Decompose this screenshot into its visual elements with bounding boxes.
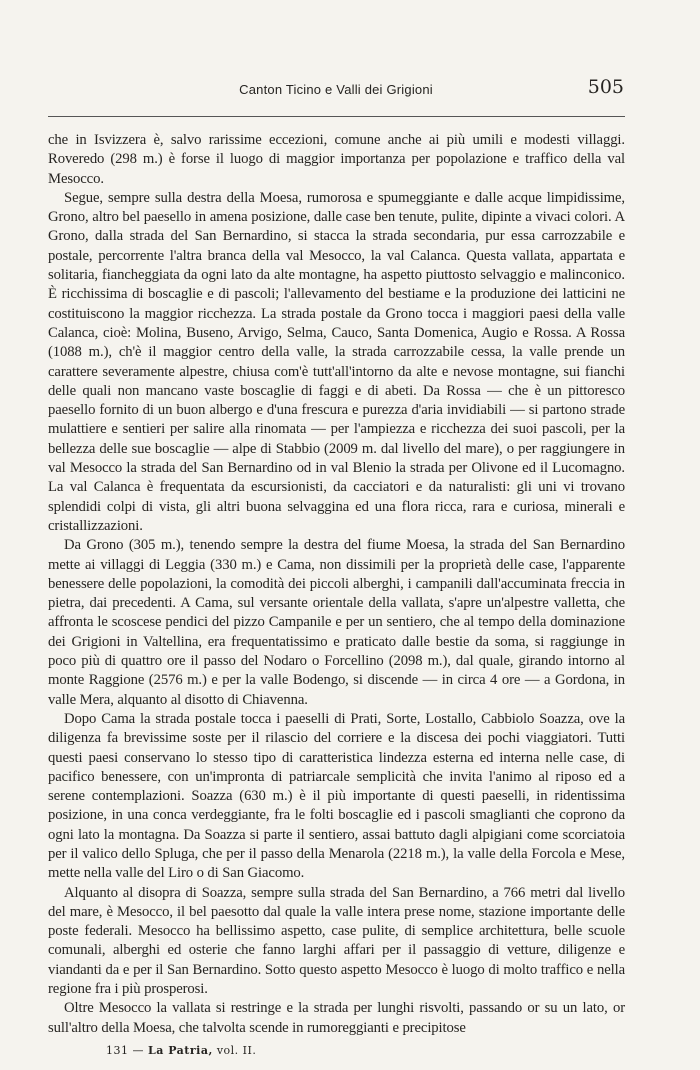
header-rule (48, 116, 625, 117)
running-title: Canton Ticino e Valli dei Grigioni (239, 82, 433, 97)
page-number: 505 (587, 76, 624, 98)
paragraph: Oltre Mesocco la vallata si restringe e la strada per lunghi risvolti, passando or su un lato, or sull'altro della Moesa, che talvolta scende in rumoreggianti e precipitose (48, 1000, 625, 1036)
paragraph: Da Grono (305 m.), tenendo sempre la destra del fiume Moesa, la strada del San Bernardino mette ai villaggi di Leggia (330 m.) e Cama, non dissimili per la proprietà delle case, l'apparente benessere delle popolazioni, la comodità dei piccoli alberghi, i campanili dall'accuminata freccia in pietra, dai precedenti. A Cama, sul versante orientale della vallata, s'apre un'alpestre valletta, che affronta le scoscese pendici del pizzo Campanile e per un sentiero, che al tempo della dominazione dei Grigioni in Valtellina, era frequentatissimo e praticato dalle bestie da soma, si raggiunge in poco più di quattro ore il passo del Nodaro o Forcellino (2098 m.), dal quale, girando intorno al monte Raggione (2576 m.) e per la valle Bodengo, si discende — in circa 4 ore — a Gordona, in valle Mera, alquanto al disotto di Chiavenna. (48, 537, 625, 708)
signature-footer (106, 1044, 256, 1057)
paragraph: Alquanto al disopra di Soazza, sempre sulla strada del San Bernardino, a 766 metri dal livello del mare, è Mesocco, il bel paesotto dal quale la valle intera prese nome, stazione importante delle poste federali. Mesocco ha bellissimo aspetto, case pulite, di semplice architettura, belle scuole comunali, alberghi ed osterie che fanno larghi affari per il passaggio di vetture, diligenze e viandanti da e per il San Bernardino. Sotto questo aspetto Mesocco è luogo di molto traffico e nella regione fra i più prosperosi. (48, 884, 625, 998)
paragraph: Dopo Cama la strada postale tocca i paeselli di Prati, Sorte, Lostallo, Cabbiolo Soazza, ove la diligenza fa brevissime soste per il rilascio del corriere e la discesa dei pochi viaggiatori. Tutti questi paesi conservano lo stesso tipo di caratteristica lindezza esterna ed interna nelle case, di pacifico benessere, con un'impronta di patriarcale semplicità che invita l'animo al riposo ed a serene contemplazioni. Soazza (630 m.) è il più importante di questi paeselli, in ridentissima posizione, in una conca verdeggiante, fra le folti boscaglie ed i pascoli smaglianti che coprono da ogni lato la montagna. Da Soazza si parte il sentiero, assai battuto dagli alpigiani come scorciatoia per il valico dello Spluga, che per il passo della Menarola (2218 m.), la valle della Forcola e Mese, mette nella valle del Liro o di San Giacomo. (48, 710, 625, 882)
body-text (48, 131, 625, 1038)
signature-number: 131 (106, 1044, 129, 1057)
paragraph: Segue, sempre sulla destra della Moesa, rumorosa e spumeggiante e dalle acque limpidissime, Grono, altro bel paesello in amena posizione, dalle case ben tenute, pulite, dipinte a vivaci colori. A Grono, dalla strada del San Bernardino, si stacca la strada secondaria, pur essa carrozzabile e postale, percorrente l'altra branca della val Mesocco, la val Calanca. Questa vallata, appartata e solitaria, fiancheggiata da ogni lato da alte montagne, ha aspetto piuttosto selvaggio e malinconico. È ricchissima di boscaglie e di pascoli; l'allevamento del bestiame e la produzione dei latticini ne costituiscono la maggior ricchezza. La strada postale da Grono tocca i maggiori paesi della valle Calanca, cioè: Molina, Buseno, Arvigo, Selma, Cauco, Santa Domenica, Augio e Rossa. A Rossa (1088 m.), ch'è il maggior centro della valle, la strada carrozzabile cessa, la valle prende un carattere severamente alpestre, chiusa com'è tutt'all'intorno da alte e nevose montagne, sui fianchi delle quali non mancano vaste boscaglie di faggi e di abeti. Da Rossa — che è un pittoresco paesello fornito di un buon albergo e d'una frescura e purezza d'aria invidiabili — si partono strade mulattiere e sentieri per salire alla rinomata — per l'ampiezza e ricchezza dei suoi pascoli, per la bellezza delle sue boscaglie — alpe di Stabbio (2009 m. dal livello del mare), o per raggiungere in val Mesocco la strada del San Bernardino od in val Blenio la strada per Olivone ed il Lucomagno. La val Calanca è frequentata da escursionisti, da cacciatori e da naturalisti: gli uni vi trovano splendidi colpi di vista, gli altri buona selvaggina ed una flora ricca, rara e curiosa, minerali e cristallizzazioni. (48, 189, 625, 534)
footer-dash: — (132, 1044, 144, 1057)
running-head (48, 74, 624, 102)
volume-label: vol. II. (216, 1044, 257, 1057)
paragraph: che in Isvizzera è, salvo rarissime eccezioni, comune anche ai più umili e modesti villaggi. Roveredo (298 m.) è forse il luogo di maggior importanza per popolazione e traffico della val Mesocco. (48, 132, 625, 187)
work-title: La Patria, (148, 1044, 213, 1057)
